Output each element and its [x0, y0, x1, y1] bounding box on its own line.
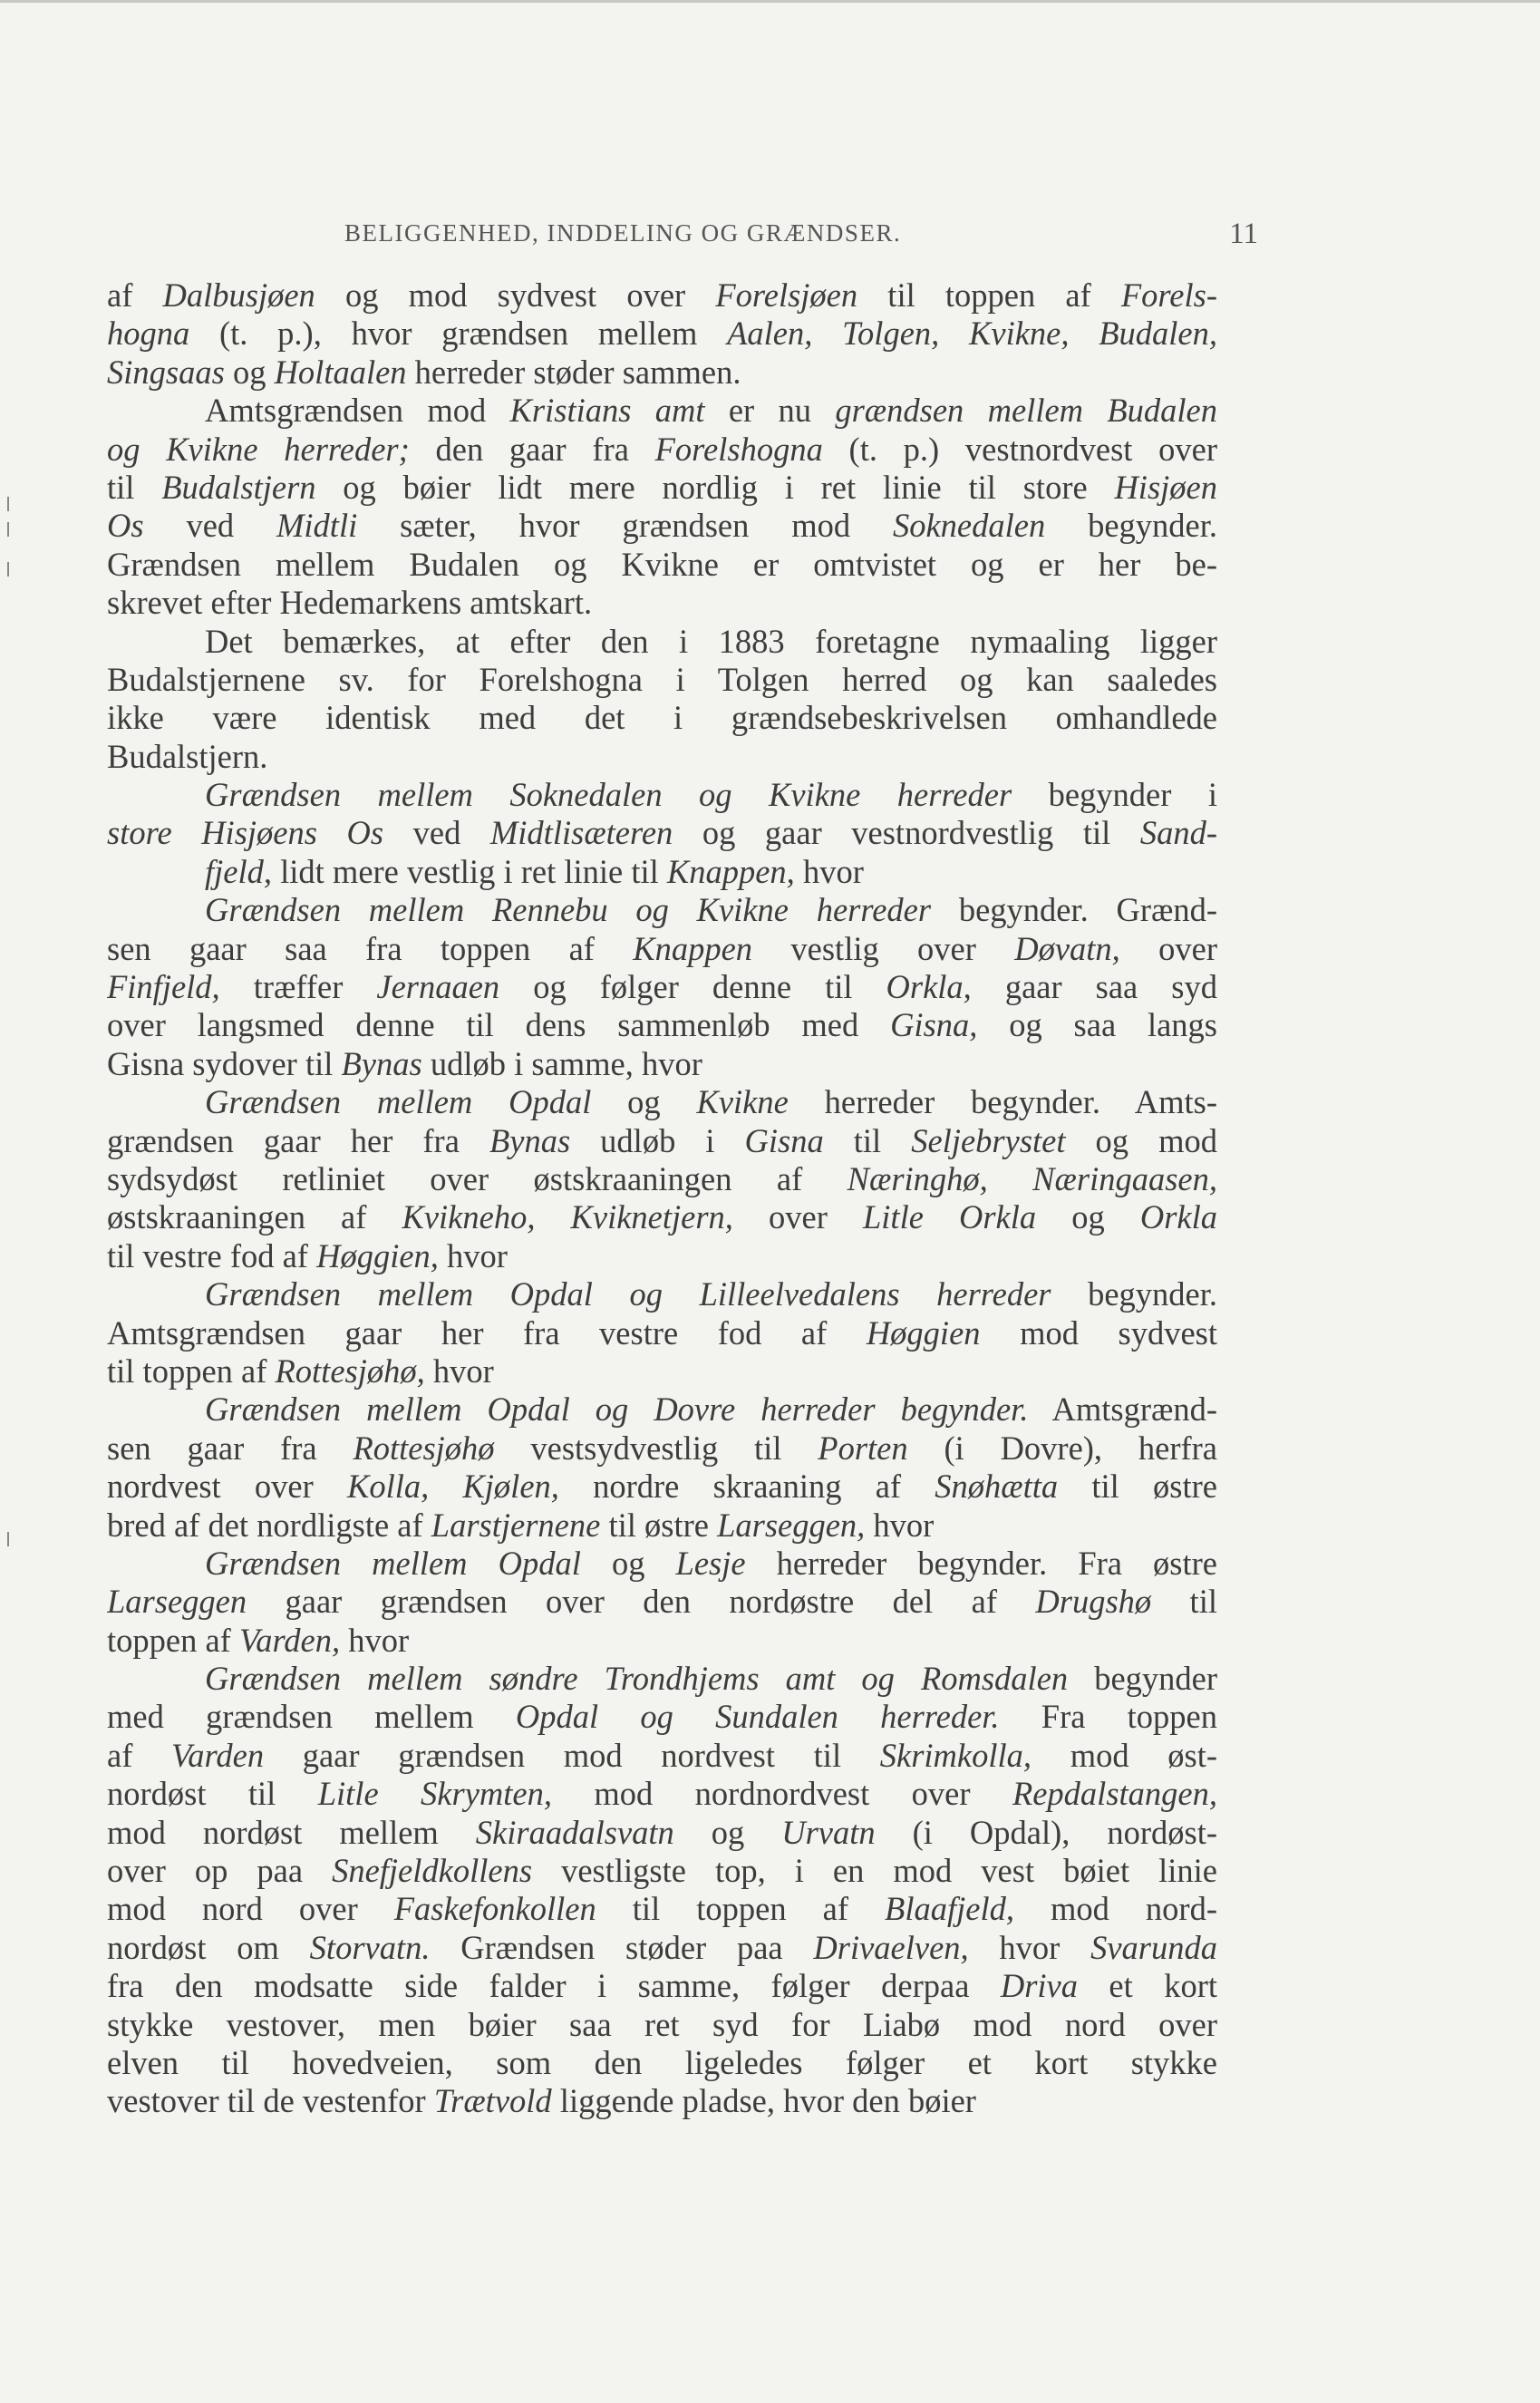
text-line [107, 276, 1217, 315]
text-run: sen gaar saa fra toppen af [107, 929, 634, 967]
text-run: (i Opdal), nordøst- [875, 1813, 1217, 1851]
margin-mark [7, 562, 9, 577]
italic-text: og Kvikne herreder; [107, 430, 410, 468]
italic-text: Høggien [866, 1313, 981, 1352]
text-run: Amtsgrænd- [1028, 1390, 1217, 1429]
text-run: Det bemærkes, at efter den i 1883 foretagne nymaaling ligger [205, 622, 1217, 660]
text-run: mod nord over [107, 1890, 394, 1928]
italic-text: Larseggen, [717, 1506, 866, 1544]
text-run: nordøst til [107, 1775, 318, 1813]
italic-text: Orkla, [886, 968, 972, 1006]
text-line [107, 315, 1217, 353]
running-head: BELIGGENHED, INDDELING OG GRÆNDSER. [344, 219, 902, 247]
text-run: fra den modsatte side falder i samme, følger derpaa [107, 1967, 1001, 2005]
text-run: østskraaningen af [107, 1198, 402, 1236]
italic-text: Varden [171, 1736, 265, 1774]
italic-text: Seljebrystet [911, 1121, 1066, 1159]
text-run: og [1036, 1198, 1140, 1236]
text-run: Amtsgrændsen gaar her fra vestre fod af [107, 1313, 867, 1352]
italic-text: store Hisjøens Os [107, 814, 384, 852]
text-run: Fra toppen [999, 1698, 1217, 1736]
page-top-edge [0, 0, 1540, 3]
italic-text: Trætvold [433, 2082, 552, 2120]
text-run: gaar grændsen mod nordvest til [264, 1736, 880, 1774]
italic-text: Porten [818, 1429, 908, 1467]
text-run: ikke være identisk med det i grændsebeskrivelsen omhandlede [107, 699, 1217, 737]
text-run: sen gaar fra [107, 1429, 354, 1467]
italic-text: Dalbusjøen [162, 276, 315, 314]
italic-text: Larseggen [107, 1583, 247, 1621]
italic-text: Sand- [1139, 814, 1217, 852]
italic-text: Orkla [1139, 1198, 1217, 1236]
text-line [107, 1275, 1217, 1313]
text-run: af [107, 1736, 172, 1774]
text-run: udløb i samme, hvor [421, 1044, 702, 1082]
text-line [107, 853, 1217, 891]
text-line [107, 1045, 1217, 1083]
text-run: og bøier lidt mere nordlig i ret linie til store [315, 468, 1115, 506]
italic-text: grændsen mellem Budalen [835, 392, 1217, 430]
text-run: Gisna sydover til [107, 1044, 342, 1082]
italic-text: Soknedalen [892, 507, 1046, 545]
italic-text: hogna [107, 315, 190, 353]
text-run: Amtsgrændsen mod [205, 392, 510, 430]
text-run: gaar saa syd [971, 968, 1217, 1006]
text-run: og mod sydvest over [315, 276, 716, 314]
text-line [107, 1390, 1217, 1429]
italic-text: Døvatn, [1014, 929, 1120, 967]
italic-text: Larstjernene [431, 1506, 601, 1544]
italic-text: Gisna [744, 1121, 824, 1159]
margin-mark [7, 497, 9, 511]
italic-text: Driva [1000, 1967, 1078, 2005]
italic-text: Opdal og Sundalen herreder. [515, 1698, 1000, 1736]
italic-text: Varden, [238, 1621, 341, 1659]
italic-text: Jernaaen [376, 968, 500, 1006]
italic-text: Grændsen mellem Opdal [205, 1544, 581, 1582]
text-line [107, 584, 1217, 622]
text-line [107, 1737, 1217, 1775]
italic-text: Knappen, [666, 852, 795, 890]
text-run: og [224, 353, 275, 391]
text-run: mod nord- [1013, 1890, 1217, 1928]
text-line [107, 699, 1217, 737]
text-run: over [1119, 929, 1217, 967]
italic-text: Forelsjøen [715, 276, 858, 314]
text-line [107, 776, 1217, 814]
text-run: og [591, 1083, 697, 1121]
text-run: (i Dovre), herfra [907, 1429, 1217, 1467]
text-run: træffer [219, 968, 377, 1006]
text-run: begynder. [1045, 507, 1217, 545]
text-run: herreder støder sammen. [406, 353, 741, 391]
italic-text: Storvatn. [309, 1928, 431, 1966]
italic-text: Gisna, [890, 1006, 978, 1044]
text-line [107, 1314, 1217, 1352]
text-line [107, 1545, 1217, 1583]
text-run: Budalstjernene sv. for Forelshogna i Tolgen herred og kan saaledes [107, 660, 1217, 698]
italic-text: Snefjeldkollens [332, 1852, 533, 1890]
italic-text: Rottesjøhø, [275, 1352, 425, 1390]
italic-text: fjeld, [205, 852, 272, 890]
italic-text: Kvikneho, Kviknetjern, [402, 1198, 733, 1236]
italic-text: Os [107, 507, 144, 545]
text-run: hvor [865, 1506, 935, 1544]
text-line [107, 930, 1217, 968]
text-run: vestsydvestlig til [494, 1429, 818, 1467]
text-line [107, 1929, 1217, 1967]
text-run: over langsmed denne til dens sammenløb med [107, 1006, 891, 1044]
text-run: vestlig over [752, 929, 1015, 967]
text-run: til [107, 468, 162, 506]
text-run: toppen af [107, 1621, 239, 1659]
text-run: og [580, 1544, 676, 1582]
text-line [107, 1237, 1217, 1275]
body-text [107, 276, 1217, 2121]
italic-text: Grændsen mellem Soknedalen og Kvikne herreder [205, 776, 1012, 814]
text-run: og [673, 1813, 782, 1851]
text-line [107, 814, 1217, 852]
text-line [107, 354, 1217, 392]
italic-text: Snøhætta [935, 1468, 1059, 1506]
text-run: begynder [1068, 1660, 1217, 1698]
text-line [107, 1814, 1217, 1852]
text-run: og følger denne til [499, 968, 886, 1006]
margin-mark [7, 522, 9, 537]
text-line [107, 661, 1217, 699]
italic-text: Knappen [633, 929, 753, 967]
text-run: nordøst om [107, 1928, 310, 1966]
text-line [107, 738, 1217, 776]
text-run: ved [143, 507, 277, 545]
text-run: nordvest over [107, 1468, 347, 1506]
text-line [107, 1198, 1217, 1236]
text-line [107, 1507, 1217, 1545]
text-run: herreder begynder. Fra østre [745, 1544, 1217, 1582]
text-run: gaar grændsen over den nordøstre del af [247, 1583, 1036, 1621]
text-line [107, 1083, 1217, 1121]
text-run: begynder. Grænd- [931, 891, 1217, 929]
text-run: mod sydvest [980, 1313, 1217, 1352]
text-line [107, 2044, 1217, 2082]
text-line [107, 507, 1217, 545]
text-run: begynder. [1051, 1275, 1217, 1313]
text-run: hvor [424, 1352, 494, 1390]
text-run: hvor [438, 1236, 508, 1274]
italic-text: Midtlisæteren [489, 814, 673, 852]
italic-text: Næringhø, Næringaasen, [847, 1159, 1217, 1197]
text-line [107, 1967, 1217, 2005]
text-run: stykke vestover, men bøier saa ret syd for Liabø mod nord over [107, 2005, 1217, 2043]
italic-text: Singsaas [107, 353, 225, 391]
italic-text: Rottesjøhø [353, 1429, 495, 1467]
text-run: mod nordøst mellem [107, 1813, 476, 1851]
italic-text: Hisjøen [1114, 468, 1217, 506]
text-line [107, 1122, 1217, 1160]
italic-text: Bynas [489, 1121, 571, 1159]
italic-text: Lesje [675, 1544, 746, 1582]
italic-text: Drivaelven, [813, 1928, 969, 1966]
italic-text: Grændsen mellem Opdal [205, 1083, 592, 1121]
text-run: og gaar vestnordvestlig til [673, 814, 1140, 852]
margin-mark [7, 1532, 9, 1546]
text-run: mod øst- [1032, 1736, 1217, 1774]
italic-text: Litle Orkla [862, 1198, 1037, 1236]
italic-text: Kvikne [696, 1083, 789, 1121]
italic-text: Svarunda [1090, 1928, 1217, 1966]
page-number: 11 [1229, 218, 1258, 250]
text-run: er nu [704, 392, 836, 430]
text-line [107, 469, 1217, 507]
text-line [107, 1429, 1217, 1468]
italic-text: Skiraadalsvatn [475, 1813, 674, 1851]
text-run: sydsydøst retliniet over østskraaningen af [107, 1159, 847, 1197]
text-run: skrevet efter Hedemarkens amtskart. [107, 584, 593, 622]
text-line [107, 1622, 1217, 1660]
italic-text: Forelshogna [654, 430, 823, 468]
italic-text: Drugshø [1035, 1583, 1152, 1621]
italic-text: Urvatn [781, 1813, 876, 1851]
text-run: et kort [1078, 1967, 1217, 2005]
text-line [107, 1352, 1217, 1390]
text-run: vestligste top, i en mod vest bøiet linie [532, 1852, 1217, 1890]
text-run: bred af det nordligste af [107, 1506, 431, 1544]
text-run: hvor [968, 1928, 1091, 1966]
text-line [107, 968, 1217, 1006]
text-line [107, 2082, 1217, 2120]
italic-text: Finfjeld, [107, 968, 220, 1006]
italic-text: Blaafjeld, [885, 1890, 1014, 1928]
text-run: Grændsen mellem Budalen og Kvikne er omtvistet og er her be- [107, 545, 1217, 583]
italic-text: Budalstjern [161, 468, 316, 506]
text-line [107, 1468, 1217, 1506]
text-run: til [1151, 1583, 1217, 1621]
italic-text: Bynas [341, 1044, 422, 1082]
text-line [107, 1660, 1217, 1698]
italic-text: Repdalstangen, [1012, 1775, 1217, 1813]
text-run: til østre [1058, 1468, 1217, 1506]
text-run: (t. p.) vestnordvest over [822, 430, 1217, 468]
page-header [107, 218, 1265, 254]
text-run: mod nordnordvest over [551, 1775, 1012, 1813]
text-run: sæter, hvor grændsen mod [357, 507, 893, 545]
text-run: af [107, 276, 163, 314]
text-run: nordre skraaning af [558, 1468, 935, 1506]
text-line [107, 392, 1217, 430]
text-run: liggende pladse, hvor den bøier [551, 2082, 976, 2120]
italic-text: Høggien, [316, 1236, 439, 1274]
text-run: hvor [340, 1621, 410, 1659]
text-run: med grændsen mellem [107, 1698, 516, 1736]
text-run: Budalstjern. [107, 737, 268, 775]
text-line [107, 1775, 1217, 1813]
italic-text: Forels- [1120, 276, 1217, 314]
text-run: til vestre fod af [107, 1236, 317, 1274]
text-line [107, 1890, 1217, 1928]
text-run: og saa langs [977, 1006, 1217, 1044]
text-run: begynder i [1012, 776, 1217, 814]
text-line [107, 2006, 1217, 2044]
text-line [107, 546, 1217, 584]
text-run: vestover til de vestenfor [107, 2082, 434, 2120]
text-line [107, 623, 1217, 661]
italic-text: Skrimkolla, [879, 1736, 1032, 1774]
text-run: udløb i [570, 1121, 745, 1159]
italic-text: Grændsen mellem Opdal og Dovre herreder begynder. [205, 1390, 1029, 1429]
text-run: til toppen af [857, 276, 1121, 314]
italic-text: Kristians amt [509, 392, 705, 430]
text-line [107, 891, 1217, 929]
text-run: til [823, 1121, 912, 1159]
text-run: over [732, 1198, 863, 1236]
text-run: elven til hovedveien, som den ligeledes følger et kort stykke [107, 2043, 1217, 2081]
text-run: til toppen af [107, 1352, 276, 1390]
italic-text: Grændsen mellem søndre Trondhjems amt og Romsdalen [205, 1660, 1069, 1698]
italic-text: Aalen, Tolgen, Kvikne, Budalen, [727, 315, 1217, 353]
text-run: grændsen gaar her fra [107, 1121, 489, 1159]
text-run: den gaar fra [409, 430, 655, 468]
italic-text: Holtaalen [274, 353, 407, 391]
text-line [107, 431, 1217, 469]
text-line [107, 1852, 1217, 1890]
text-run: og mod [1065, 1121, 1217, 1159]
text-run: Grændsen støder paa [430, 1928, 814, 1966]
text-run: til østre [600, 1506, 718, 1544]
text-run: lidt mere vestlig i ret linie til [272, 852, 667, 890]
text-run: hvor [794, 852, 864, 890]
italic-text: Faskefonkollen [393, 1890, 596, 1928]
text-line [107, 1583, 1217, 1621]
italic-text: Grændsen mellem Opdal og Lilleelvedalens herreder [205, 1275, 1051, 1313]
text-run: til toppen af [596, 1890, 886, 1928]
text-run: over op paa [107, 1852, 333, 1890]
italic-text: Kolla, Kjølen, [346, 1468, 559, 1506]
italic-text: Grændsen mellem Rennebu og Kvikne herreder [205, 891, 932, 929]
text-line [107, 1006, 1217, 1044]
text-line [107, 1698, 1217, 1736]
italic-text: Litle Skrymten, [317, 1775, 552, 1813]
text-run: herreder begynder. Amts- [788, 1083, 1217, 1121]
text-run: (t. p.), hvor grændsen mellem [189, 315, 728, 353]
text-run: ved [383, 814, 490, 852]
italic-text: Midtli [276, 507, 358, 545]
text-line [107, 1160, 1217, 1198]
